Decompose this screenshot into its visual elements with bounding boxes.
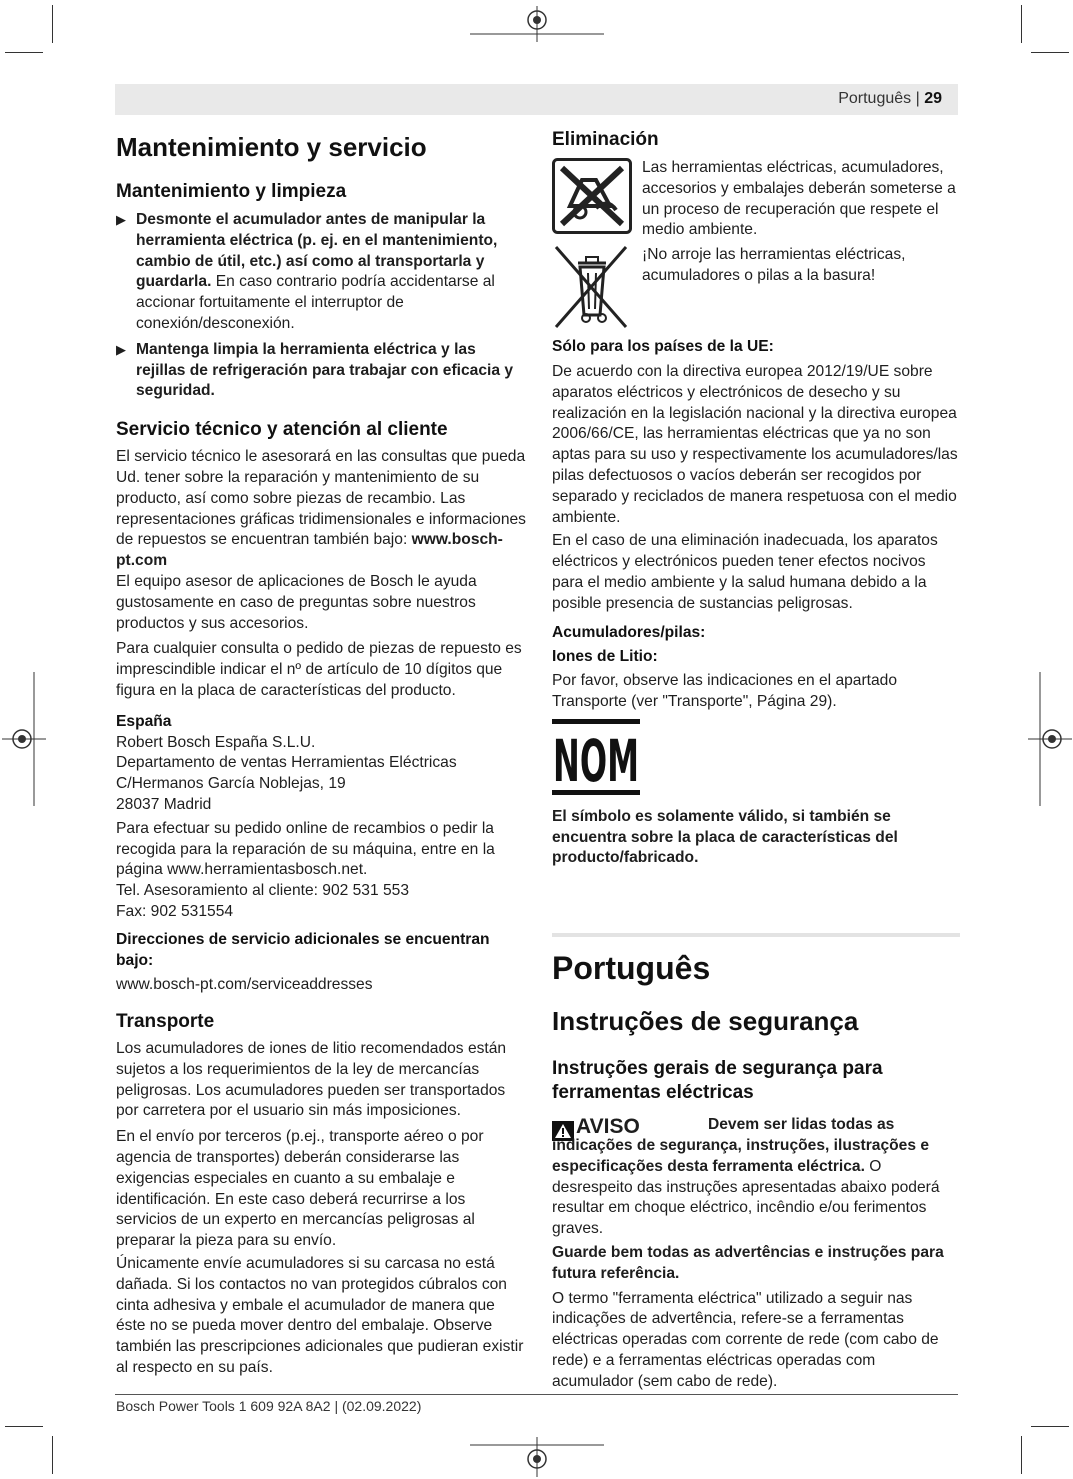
paragraph: Para efectuar su pedido online de recambios o pedir la recogida para la reparación de su máquina, entre en la página www.herramientasbosch.net. — [116, 819, 495, 879]
crop-mark — [1021, 1436, 1022, 1474]
address-line: 28037 Madrid — [116, 795, 212, 813]
right-column — [552, 128, 960, 1392]
warning-bold: Devem ser lidas todas as indicações de segurança, instruções, ilustrações e especificações desta ferramenta eléctrica. — [552, 1116, 930, 1175]
paragraph — [116, 447, 526, 572]
address-line: C/Hermanos García Noblejas, 19 — [116, 775, 346, 793]
crop-mark — [1031, 1426, 1069, 1427]
warning-rest: O desrespeito das instruções apresentadas abaixo poderá resultar em choque eléctrico, incêndio e/ou ferimentos graves. — [552, 1157, 940, 1238]
paragraph-text: El servicio técnico le asesorará en las consultas que pueda Ud. tener sobre la reparación y mantenimiento de su producto, así como sobre piezas de recambio. Las representaciones gráficas tridimensionales e informaciones de repuestos se encuentran también bajo: — [116, 448, 526, 549]
registration-mark-icon — [1028, 672, 1072, 806]
paragraph: ¡No arroje las herramientas eléctricas, acumuladores o pilas a la basura! — [642, 246, 906, 284]
paragraph: Las herramientas eléctricas, acumuladores, accesorios y embalajes deberán someterse a un proceso de recuperación que respete el medio ambiente. — [642, 159, 956, 239]
recycle-symbol-row — [552, 158, 960, 241]
warning-word: AVISO — [576, 1115, 640, 1139]
address-line: Departamento de ventas Herramientas Eléctricas — [116, 754, 457, 772]
address-line: Robert Bosch España S.L.U. — [116, 733, 316, 751]
footer-rule — [115, 1394, 958, 1395]
list-item — [116, 210, 526, 335]
addresses-heading: Direcciones de servicio adicionales se encuentran bajo: — [116, 930, 490, 969]
crop-mark — [52, 1436, 53, 1474]
header-text — [838, 90, 942, 108]
page-number: 29 — [924, 90, 942, 107]
subsection-heading: Mantenimiento y limpieza — [116, 181, 347, 202]
language-title: Português — [552, 950, 711, 987]
country-heading: España — [116, 712, 172, 730]
list-item — [116, 340, 526, 402]
bullet-triangle-icon: ▶ — [116, 341, 126, 357]
crossed-bin-icon — [552, 245, 632, 331]
crop-mark — [1031, 52, 1069, 53]
bullet-bold-text: Mantenga limpia la herramienta eléctrica y las rejillas de refrigeración para trabajar con eficacia y seguridad. — [136, 340, 514, 400]
registration-mark-icon — [470, 1437, 604, 1477]
paragraph: Los acumuladores de iones de litio recomendados están sujetos a los requerimientos de la ley de mercancías peligrosas. Los acumuladores pueden ser transportados por carretera por el usuario sin más imposiciones. — [116, 1040, 507, 1120]
crop-mark — [5, 1426, 43, 1427]
batteries-heading: Acumuladores/pilas: — [552, 623, 706, 641]
header-language: Português — [838, 90, 912, 107]
keep-instructions: Guarde bem todas as advertências e instruções para futura referência. — [552, 1243, 944, 1282]
paragraph: De acuerdo con la directiva europea 2012/19/UE sobre aparatos eléctricos y electrónicos de desecho y su realización en la legislación nacional y la directiva europea 2006/66/CE, las herramientas eléctricas que ya no son aptas para su uso y respectivamente los acumuladores/las pilas defectuosos o vacíos deberán ser recogidos por separado y reciclados de manera respetuosa con el medio ambiente. — [552, 362, 958, 526]
no-trash-recycling-icon — [552, 158, 632, 234]
paragraph: O termo "ferramenta eléctrica" utilizado a seguir nas indicações de advertência, refere-se a ferramentas eléctricas operadas com corrente de rede (com cabo de rede) e a ferramentas eléctricas operadas com acumulador (sem cabo de rede). — [552, 1289, 939, 1390]
paragraph: En el caso de una eliminación inadecuada, los aparatos eléctricos y electrónicos pueden tener efectos nocivos para el medio ambiente y la salud humana debido a la posible presencia de sustancias peligrosas. — [552, 532, 938, 612]
weee-symbol-row — [552, 245, 960, 331]
bullet-bold-text: Desmonte el acumulador antes de manipular la herramienta eléctrica (p. ej. en el mantenimiento, cambio de útil, etc.) así como al transportarla y guardarla. — [136, 211, 498, 291]
section-divider — [552, 933, 960, 937]
lithium-heading: Iones de Litio: — [552, 648, 658, 666]
subsection-heading: Transporte — [116, 1011, 215, 1033]
registration-mark-icon — [470, 6, 604, 42]
nom-logo-text: NOM — [553, 726, 639, 795]
addresses-link[interactable]: www.bosch-pt.com/serviceaddresses — [116, 976, 373, 994]
crop-mark — [52, 5, 53, 43]
paragraph: Únicamente envíe acumuladores si su carcasa no está dañada. Si los contactos no van protegidos cúbralos con cinta adhesiva y embale el acumulador de manera que éste no se pueda mover dentro del embalaje. Observe también las prescripciones adicionales que pudieran existir al respecto en su país. — [116, 1255, 524, 1377]
crop-mark — [5, 52, 43, 53]
eu-heading: Sólo para los países de la UE: — [552, 338, 774, 356]
phone-number: Tel. Asesoramiento al cliente: 902 531 553 — [116, 882, 410, 900]
paragraph: El equipo asesor de aplicaciones de Bosch le ayuda gustosamente en caso de preguntas sobre nuestros productos y sus accesorios. — [116, 572, 477, 632]
paragraph: Por favor, observe las indicaciones en el apartado Transporte (ver "Transporte", Página 29). — [552, 672, 898, 710]
header-separator: | — [915, 90, 920, 107]
fax-number: Fax: 902 531554 — [116, 902, 234, 920]
subsection-heading: Eliminación — [552, 129, 659, 150]
page-header — [115, 84, 958, 115]
nom-logo — [552, 719, 642, 795]
website-link[interactable]: www.bosch-pt.com — [116, 531, 503, 570]
registration-mark-icon — [2, 672, 46, 806]
paragraph: En el envío por terceros (p.ej., transporte aéreo o por agencia de transportes) deberán considerarse las exigencias especiales en cuanto a su embalaje e identificación. En este caso deberá recurrirse a los servicios de un experto en mercancías peligrosas al preparar la pieza para su envío. — [116, 1128, 484, 1250]
left-column — [116, 128, 526, 1379]
bullet-triangle-icon: ▶ — [116, 212, 126, 227]
footer-text: Bosch Power Tools 1 609 92A 8A2 | (02.09.2022) — [116, 1398, 422, 1414]
section-title: Instruções de segurança — [552, 1006, 859, 1037]
paragraph: Para cualquier consulta o pedido de piezas de repuesto es imprescindible indicar el nº de artículo de 10 dígitos que figura en la placa de características del producto. — [116, 640, 522, 699]
bullet-text: En caso contrario podría accidentarse al accionar fortuitamente el interruptor de conexión/desconexión. — [136, 273, 495, 332]
subsection-heading: Instruções gerais de segurança para ferramentas eléctricas — [552, 1058, 883, 1104]
section-title: Mantenimiento y servicio — [116, 132, 427, 162]
crop-mark — [1021, 5, 1022, 43]
nom-note: El símbolo es solamente válido, si también se encuentra sobre la placa de características del producto/fabricado. — [552, 807, 898, 867]
subsection-heading: Servicio técnico y atención al cliente — [116, 419, 448, 441]
